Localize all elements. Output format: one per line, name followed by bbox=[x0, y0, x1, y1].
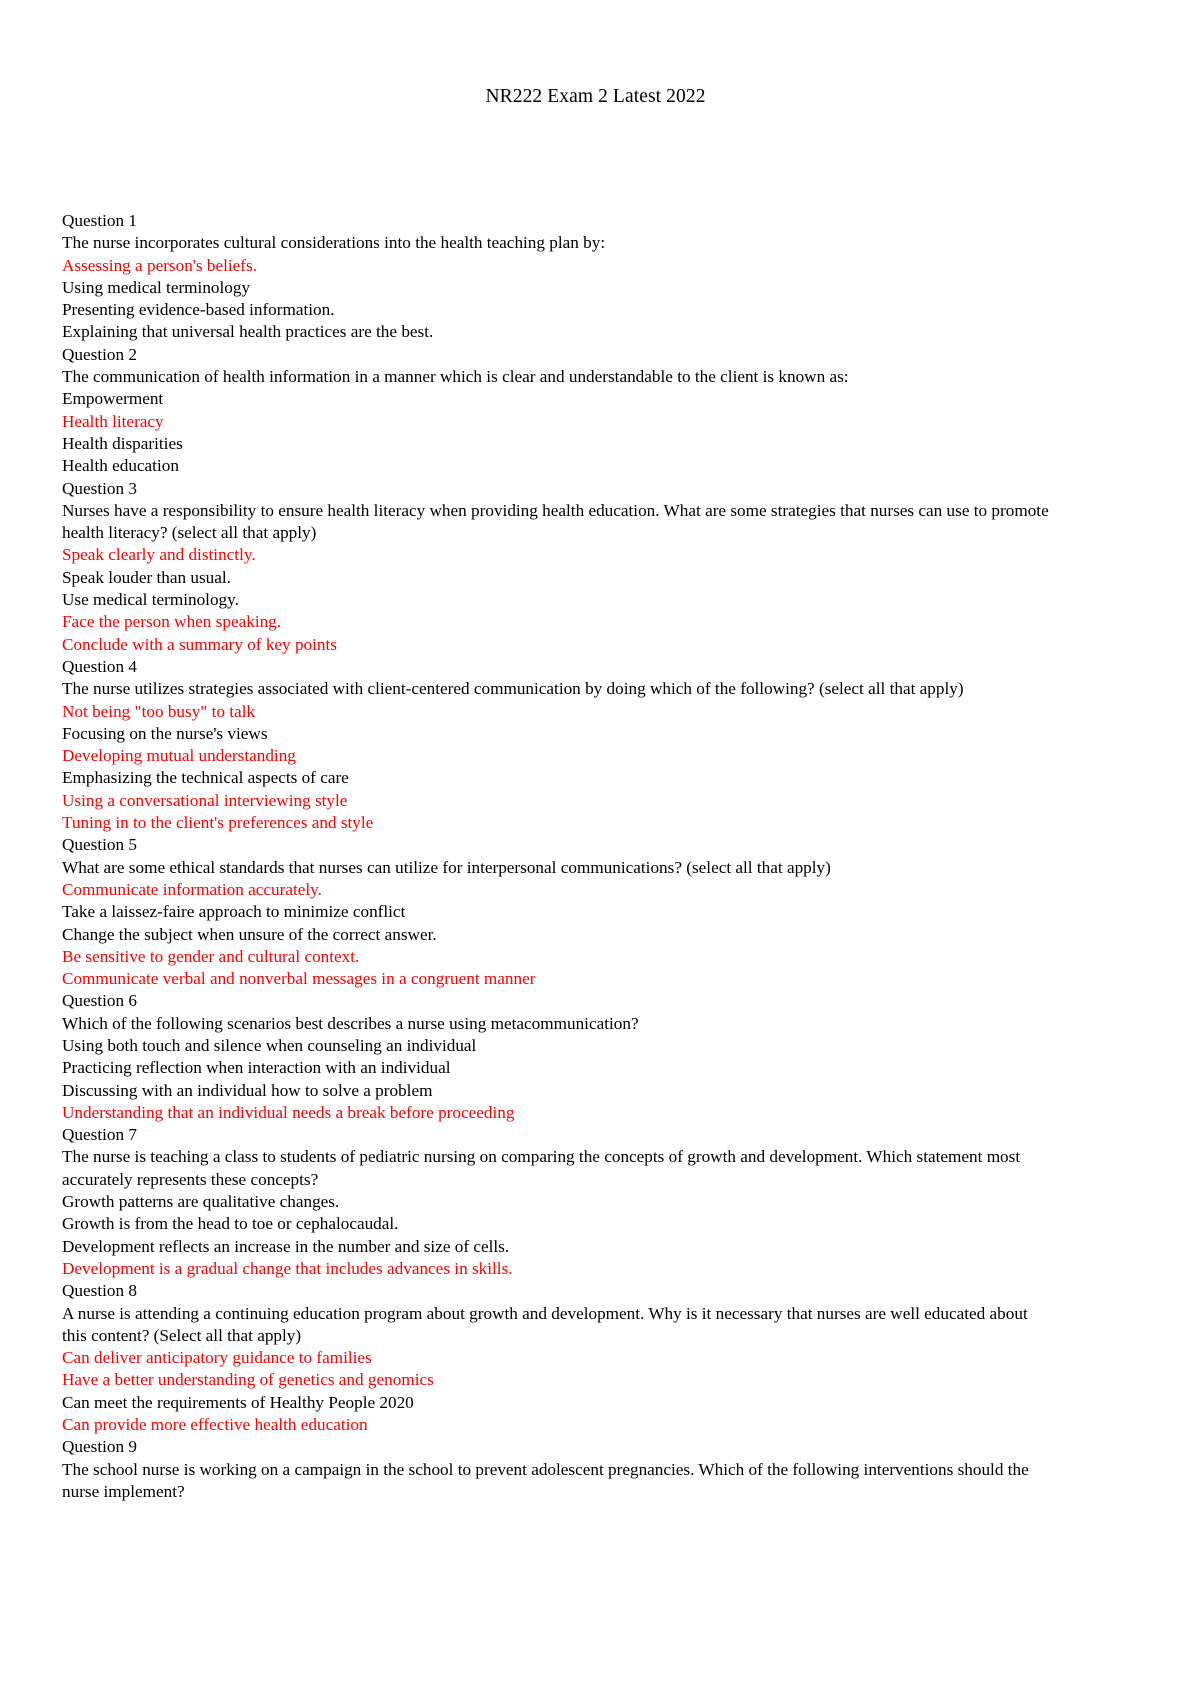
question-stem: The school nurse is working on a campaign in the school to prevent adolescent pregnancies. Which of the following interventions should the nurse implement? bbox=[62, 1459, 1029, 1501]
answer-option: Take a laissez-faire approach to minimize conflict bbox=[62, 902, 406, 922]
answer-option-correct: Using a conversational interviewing style bbox=[62, 790, 348, 810]
answer-option: Discussing with an individual how to solve a problem bbox=[62, 1080, 433, 1100]
answer-option-correct: Speak clearly and distinctly. bbox=[62, 545, 256, 565]
question-label: Question 4 bbox=[62, 656, 137, 676]
answer-option: Growth patterns are qualitative changes. bbox=[62, 1192, 340, 1212]
page-title: NR222 Exam 2 Latest 2022 bbox=[485, 86, 706, 107]
answer-option: Empowerment bbox=[62, 389, 164, 409]
answer-option: Using both touch and silence when counseling an individual bbox=[62, 1035, 477, 1055]
answer-option-correct: Tuning in to the client's preferences and style bbox=[62, 813, 374, 833]
answer-option: Explaining that universal health practices are the best. bbox=[62, 322, 434, 342]
question-label: Question 3 bbox=[62, 478, 137, 498]
question-stem: The nurse utilizes strategies associated with client-centered communication by doing which of the following? (select all that apply) bbox=[62, 679, 964, 699]
answer-option-correct: Development is a gradual change that includes advances in skills. bbox=[62, 1258, 513, 1278]
question-stem: Nurses have a responsibility to ensure health literacy when providing health education. What are some strategies that nurses can use to promote health literacy? (select all that apply) bbox=[62, 500, 1049, 543]
question-label: Question 9 bbox=[62, 1437, 137, 1457]
answer-option: Can meet the requirements of Healthy People 2020 bbox=[62, 1392, 414, 1412]
answer-option-correct: Conclude with a summary of key points bbox=[62, 634, 337, 654]
exam-content bbox=[62, 210, 1052, 1503]
answer-option-correct: Face the person when speaking. bbox=[62, 612, 282, 632]
answer-option-correct: Have a better understanding of genetics and genomics bbox=[62, 1370, 434, 1390]
question-stem: The communication of health information in a manner which is clear and understandable to the client is known as: bbox=[62, 367, 849, 387]
question-label: Question 1 bbox=[62, 211, 137, 230]
question-stem: A nurse is attending a continuing education program about growth and development. Why is it necessary that nurses are well educated about this content? (Select all that apply) bbox=[62, 1303, 1028, 1345]
answer-option: Presenting evidence-based information. bbox=[62, 300, 335, 320]
answer-option-correct: Be sensitive to gender and cultural context. bbox=[62, 946, 360, 966]
question-label: Question 6 bbox=[62, 991, 137, 1011]
answer-option-correct: Communicate information accurately. bbox=[62, 879, 322, 899]
answer-option-correct: Communicate verbal and nonverbal messages in a congruent manner bbox=[62, 969, 536, 989]
question-stem: What are some ethical standards that nurses can utilize for interpersonal communications? (select all that apply) bbox=[62, 857, 831, 877]
answer-option-correct: Can deliver anticipatory guidance to families bbox=[62, 1348, 372, 1368]
answer-option: Focusing on the nurse's views bbox=[62, 723, 268, 743]
question-label: Question 7 bbox=[62, 1125, 137, 1145]
answer-option: Speak louder than usual. bbox=[62, 567, 231, 587]
question-label: Question 5 bbox=[62, 835, 137, 855]
answer-option: Practicing reflection when interaction with an individual bbox=[62, 1058, 451, 1078]
answer-option: Use medical terminology. bbox=[62, 590, 239, 610]
answer-option: Using medical terminology bbox=[62, 277, 251, 297]
answer-option-correct: Assessing a person's beliefs. bbox=[62, 255, 257, 275]
answer-option: Change the subject when unsure of the correct answer. bbox=[62, 924, 437, 944]
answer-option-correct: Can provide more effective health education bbox=[62, 1415, 368, 1435]
question-label: Question 2 bbox=[62, 344, 137, 364]
answer-option: Development reflects an increase in the number and size of cells. bbox=[62, 1236, 510, 1256]
answer-option: Health disparities bbox=[62, 433, 183, 453]
question-label: Question 8 bbox=[62, 1281, 137, 1301]
question-stem: Which of the following scenarios best describes a nurse using metacommunication? bbox=[62, 1013, 639, 1033]
question-stem: The nurse is teaching a class to students of pediatric nursing on comparing the concepts of growth and development. Which statement most accurately represents these concepts? bbox=[62, 1147, 1021, 1189]
answer-option-correct: Not being "too busy" to talk bbox=[62, 701, 256, 721]
answer-option-correct: Health literacy bbox=[62, 411, 164, 431]
answer-option: Growth is from the head to toe or cephalocaudal. bbox=[62, 1214, 399, 1234]
answer-option-correct: Developing mutual understanding bbox=[62, 746, 296, 766]
answer-option-correct: Understanding that an individual needs a break before proceeding bbox=[62, 1102, 515, 1122]
answer-option: Emphasizing the technical aspects of care bbox=[62, 768, 349, 788]
answer-option: Health education bbox=[62, 456, 179, 476]
question-stem: The nurse incorporates cultural considerations into the health teaching plan by: bbox=[62, 233, 606, 253]
